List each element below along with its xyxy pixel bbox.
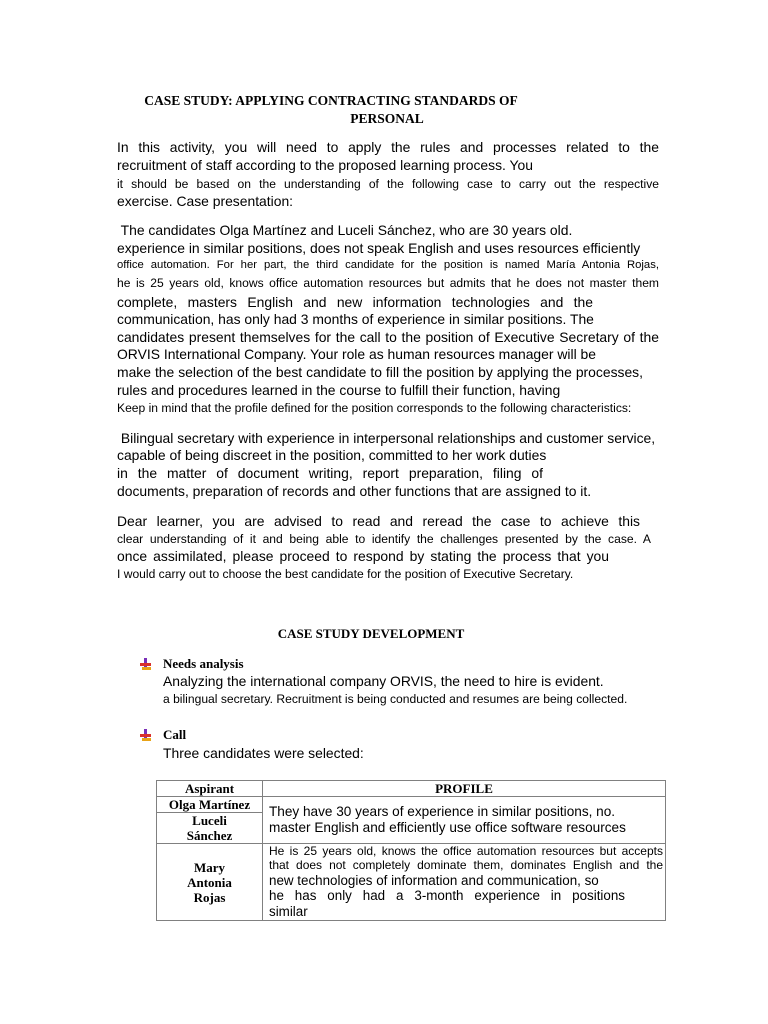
profile-text-line: master English and efficiently use office software resources [269, 820, 626, 835]
bullet-icon [140, 658, 152, 670]
candidate-name-line: Sánchez [186, 828, 233, 843]
candidate-name: Olga Martínez [157, 797, 263, 813]
case-line: office automation. For her part, the third candidate for the position is named María Antonia Rojas, [117, 259, 659, 271]
case-line: candidates present themselves for the call to the position of Executive Secretary of the [117, 329, 659, 345]
table-header-row [157, 781, 666, 797]
candidate-name-line: Rojas [193, 889, 226, 905]
needs-analysis-line: Analyzing the international company ORVIS, the need to hire is evident. [163, 673, 604, 689]
profile-line: documents, preparation of records and other functions that are assigned to it. [117, 483, 592, 499]
call-heading: Call [163, 727, 187, 742]
document-title-line-1: CASE STUDY: APPLYING CONTRACTING STANDARDS OF [144, 93, 518, 108]
candidate-name-line: Mary [193, 859, 226, 875]
learner-line: clear understanding of it and being able to identify the challenges presented by the case. A [117, 532, 651, 546]
candidate-profile [263, 797, 666, 844]
profile-text-line: He is 25 years old, knows the office automation resources but accepts [269, 844, 663, 859]
profile-text-line: They have 30 years of experience in similar positions, no. [269, 804, 616, 820]
candidates-table [156, 780, 666, 921]
call-line: Three candidates were selected: [163, 745, 364, 761]
case-line: communication, has only had 3 months of experience in similar positions. The [117, 311, 594, 327]
intro-line: recruitment of staff according to the proposed learning process. You [117, 157, 533, 173]
intro-line: it should be based on the understanding of the following case to carry out the respective [117, 177, 659, 191]
table-row [157, 797, 666, 813]
profile-line: Bilingual secretary with experience in interpersonal relationships and customer service, [117, 430, 656, 446]
bullet-icon [140, 729, 152, 741]
learner-line: once assimilated, please proceed to respond by stating the process that you [117, 548, 609, 564]
needs-analysis-heading: Needs analysis [163, 656, 244, 671]
case-line: he is 25 years old, knows office automation resources but admits that he does not master them [117, 276, 659, 290]
section-heading: CASE STUDY DEVELOPMENT [277, 626, 465, 641]
candidate-name [157, 844, 263, 921]
document-title-line-2: PERSONAL [350, 111, 424, 126]
case-line: complete, masters English and new information technologies and the [117, 294, 593, 310]
intro-line: In this activity, you will need to apply the rules and processes related to the [117, 139, 659, 155]
profile-text-line: he has only had a 3-month experience in positions [269, 888, 625, 904]
candidate-name-line: Antonia [187, 874, 232, 890]
candidate-profile [263, 844, 666, 921]
table-row [157, 844, 666, 921]
profile-text-line: new technologies of information and communication, so [269, 872, 599, 888]
candidate-name [157, 813, 263, 844]
profile-text-line: similar [269, 903, 308, 919]
case-line: rules and procedures learned in the course to fulfill their function, having [117, 382, 561, 398]
learner-line: Dear learner, you are advised to read and reread the case to achieve this [117, 513, 640, 529]
candidate-name-line: Luceli [192, 813, 227, 828]
case-line: The candidates Olga Martínez and Luceli Sánchez, who are 30 years old. [117, 222, 573, 238]
case-line: ORVIS International Company. Your role as human resources manager will be [117, 346, 596, 362]
intro-line: exercise. Case presentation: [117, 193, 294, 209]
learner-line: I would carry out to choose the best candidate for the position of Executive Secretary. [117, 567, 574, 581]
profile-text-line: that does not completely dominate them, dominates English and the [269, 857, 663, 872]
case-line: Keep in mind that the profile defined for the position corresponds to the following characteristics: [117, 401, 632, 415]
aspirant-header: Aspirant [157, 781, 263, 797]
case-line: experience in similar positions, does not speak English and uses resources efficiently [117, 240, 641, 256]
profile-line: capable of being discreet in the position, committed to her work duties [117, 447, 547, 463]
needs-analysis-line: a bilingual secretary. Recruitment is being conducted and resumes are being collected. [163, 692, 628, 706]
case-line: make the selection of the best candidate to fill the position by applying the processes, [117, 364, 643, 380]
profile-header: PROFILE [263, 781, 666, 797]
profile-line: in the matter of document writing, report preparation, filing of [117, 465, 543, 481]
